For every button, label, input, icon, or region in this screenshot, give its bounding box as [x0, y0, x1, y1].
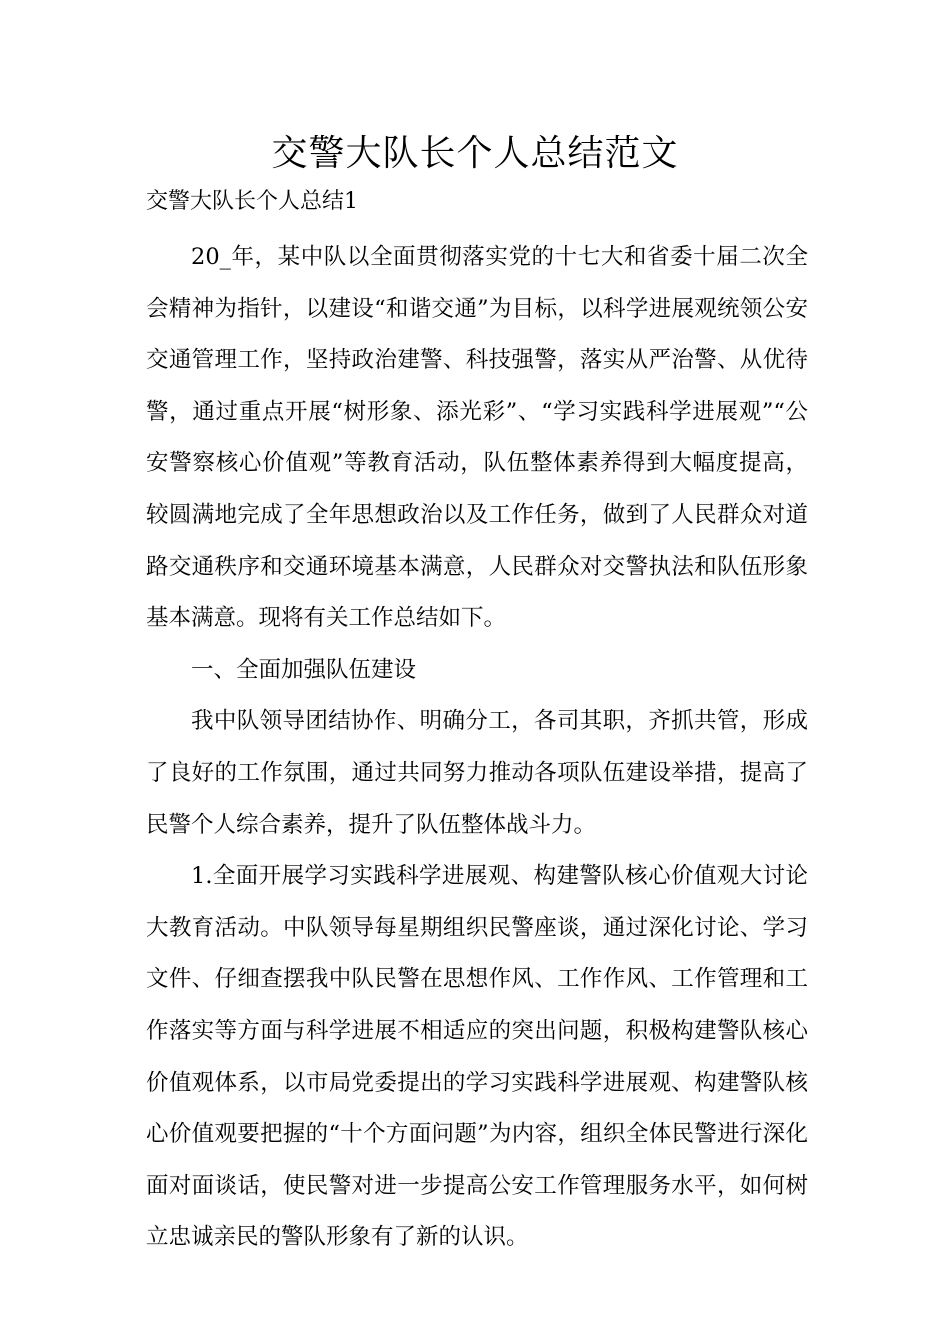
paragraph-intro: 20_年，某中队以全面贯彻落实党的十七大和省委十届二次全会精神为指针，以建设“和谐交通”为目标，以科学进展观统领公安交通管理工作，坚持政治建警、科技强警，落实从严治警、从优待警，通过重点开展“树形象、添光彩”、“学习实践科学进展观”“公安警察核心价值观”等教育活动，队伍整体素养得到大幅度提高，较圆满地完成了全年思想政治以及工作任务，做到了人民群众对道路交通秩序和交通环境基本满意，人民群众对交警执法和队伍形象基本满意。现将有关工作总结如下。 — [146, 244, 808, 632]
document-subtitle: 交警大队长个人总结1 — [146, 189, 358, 214]
paragraph-team: 我中队领导团结协作、明确分工，各司其职，齐抓共管，形成了良好的工作氛围，通过共同努力推动各项队伍建设举措，提高了民警个人综合素养，提升了队伍整体战斗力。 — [146, 708, 808, 838]
document-body — [146, 232, 808, 1264]
paragraph-item-1: 1.全面开展学习实践科学进展观、构建警队核心价值观大讨论大教育活动。中队领导每星期组织民警座谈，通过深化讨论、学习文件、仔细查摆我中队民警在思想作风、工作作风、工作管理和工作落实等方面与科学进展不相适应的突出问题，积极构建警队核心价值观体系，以市局党委提出的学习实践科学进展观、构建警队核心价值观要把握的“十个方面问题”为内容，组织全体民警进行深化面对面谈话，使民警对进一步提高公安工作管理服务水平，如何树立忠诚亲民的警队形象有了新的认识。 — [146, 863, 808, 1251]
section-heading: 一、全面加强队伍建设 — [191, 656, 417, 683]
document-title: 交警大队长个人总结范文 — [271, 133, 679, 174]
